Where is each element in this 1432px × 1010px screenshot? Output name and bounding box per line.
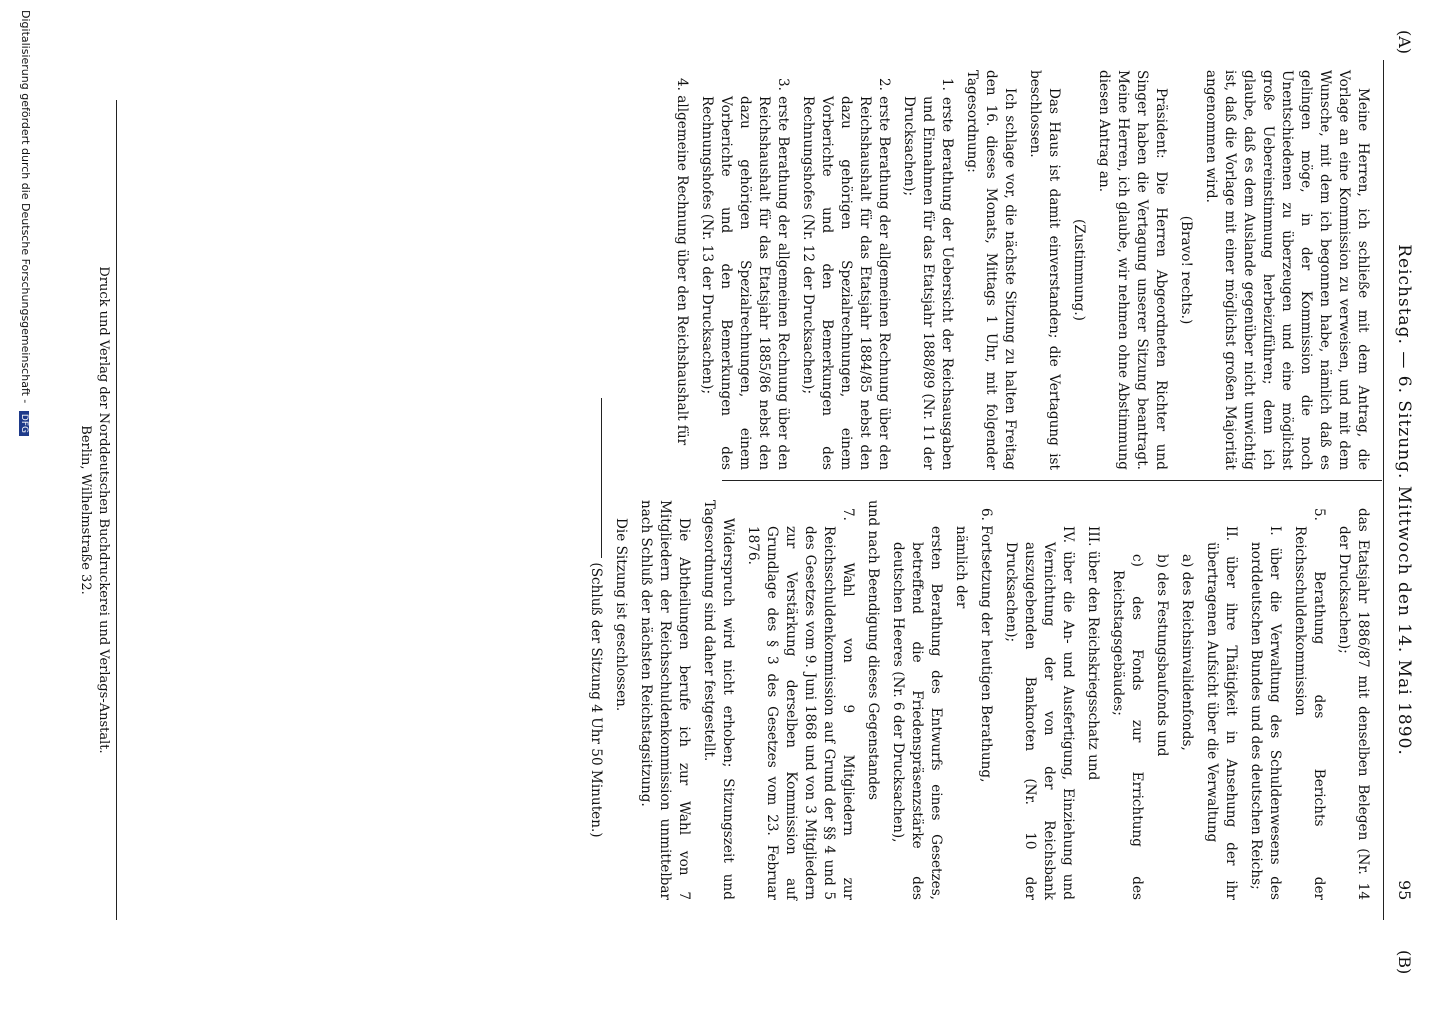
footer-rule (116, 100, 117, 920)
header-rule (1383, 60, 1384, 920)
agenda-item: 1. erste Berathung der Uebersicht der Reichsausgaben und Einnahmen für das Etatsjahr 1888/89 (Nr. 11 der Drucksachen); (901, 78, 955, 470)
agenda-item-continued: das Etatsjahr 1886/87 mit denselben Belegen (Nr. 14 der Drucksachen); (1336, 508, 1371, 900)
agenda-subitem: nämlich der (953, 526, 969, 609)
paragraph: Die Abtheilungen berufe ich zur Wahl von 7 Mitgliedern der Reichsschuldenkommission unmittelbar nach Schluß der nächsten Reichstagsitzung. (638, 500, 692, 900)
right-column (580, 500, 1372, 900)
agenda-subitem: ersten Berathung des Entwurfs eines Gesetzes, betreffend die Friedenspräsenzstärke des deutschen Heeres (Nr. 6 der Drucksachen), (890, 526, 944, 900)
agenda-subsubitem: b) des Festungsbaufonds und (1154, 554, 1170, 757)
digitization-credit (19, 0, 32, 1010)
margin-marker-b: (B) (1395, 950, 1414, 975)
paragraph: Ich schlage vor, die nächste Sitzung zu halten Freitag den 16. dieses Monats, Mittags 1 Uhr, mit folgender Tagesordnung: (964, 70, 1018, 470)
applause-note: (Bravo! rechts.) (1178, 215, 1194, 325)
agenda-item: 4. allgemeine Rechnung über den Reichshaushalt für (674, 78, 690, 446)
agenda-subitem: I. über die Verwaltung des Schuldenwesens des norddeutschen Bundes und des deutschen Reichs; (1248, 526, 1283, 900)
agenda-connector: und nach Beendigung dieses Gegenstandes (865, 500, 881, 801)
dfg-logo-badge: DFG (19, 411, 29, 436)
paragraph: Meine Herren, ich schließe mit dem Antrag, die Vorlage an eine Kommission zu verweisen, und mit dem Wunsche, mit dem ich begonnen habe, nämlich daß es gelingen möge, in der Kommission die noch Unentschiedenen zu überzeugen und eine möglichst große Uebereinstimmung herbeizuführen; denn ich glaube, daß es dem Auslande gegenüber nicht unwichtig ist, daß die Vorlage mit einer möglichst großen Majorität angenommen wird. (1203, 70, 1371, 470)
agenda-item: 3. erste Berathung der allgemeinen Rechnung über den Reichshaushalt für das Etatsjahr 1885/86 nebst den dazu gehörigen Spezialrechnungen, einem Vorberichte und den Bemerkungen des Rechnungshofes (Nr. 13 der Drucksachen); (699, 78, 791, 470)
digitization-text: Digitalisierung gefördert durch die Deutsche Forschungsgemeinschaft - (19, 10, 32, 404)
approval-note: (Zustimmung.) (1071, 219, 1087, 321)
section-divider (601, 398, 602, 558)
paragraph: Das Haus ist damit einverstanden; die Vertagung ist beschlossen. (1027, 70, 1062, 470)
left-column (666, 70, 1372, 470)
printer-imprint (76, 100, 112, 920)
agenda-subsubitem: c) des Fonds zur Errichtung des Reichstagsgebäudes; (1110, 554, 1145, 900)
margin-marker-a: (A) (1395, 30, 1414, 55)
imprint-line: Berlin, Wilhelmstraße 32. (78, 425, 93, 595)
agenda-subitem: II. über ihre Thätigkeit in Ansehung der ihr übertragenen Aufsicht über die Verwaltung (1204, 526, 1239, 900)
imprint-line: Druck und Verlag der Norddeutschen Buchdruckerei und Verlags-Anstalt. (96, 266, 111, 754)
agenda-item: 6. Fortsetzung der heutigen Berathung, (978, 508, 994, 783)
paragraph: Die Sitzung ist geschlossen. (613, 518, 629, 712)
paragraph: Widerspruch wird nicht erhoben; Sitzungszeit und Tagesordnung sind daher festgestellt. (701, 500, 736, 900)
agenda-item: 5. Berathung des Berichts der Reichsschuldenkommission (1292, 508, 1327, 900)
paragraph: Präsident: Die Herren Abgeordneten Richter und Singer haben die Vertagung unserer Sitzung beantragt. Meine Herren, ich glaube, wir nehmen ohne Abstimmung diesen Antrag an. (1096, 70, 1169, 470)
agenda-item: 7. Wahl von 9 Mitgliedern zur Reichsschuldenkommission auf Grund der §§ 4 und 5 des Gesetzes vom 9. Juni 1868 und von 3 Mitgliedern zur Verstärkung derselben Kommission auf Grundlage des § 3 des Gesetzes vom 23. Februar 1876. (745, 508, 856, 900)
closing-note: (Schluß der Sitzung 4 Uhr 50 Minuten.) (588, 562, 604, 838)
agenda-subitem: IV. über die An- und Ausfertigung, Einziehung und Vernichtung der von der Reichsbank auszugebenden Banknoten (Nr. 10 der Drucksachen); (1003, 526, 1076, 900)
page-header-title: Reichstag. — 6. Sitzung. Mittwoch den 14. Mai 1890. (1394, 244, 1414, 756)
agenda-item: 2. erste Berathung der allgemeinen Rechnung über den Reichshaushalt für das Etatsjahr 1884/85 nebst den dazu gehörigen Spezialrechnungen, einem Vorberichte und den Bemerkungen des Rechnungshofes (Nr. 12 der Drucksachen); (800, 78, 892, 470)
agenda-subitem: III. über den Reichskriegsschatz und (1085, 526, 1101, 781)
column-divider (722, 480, 1382, 481)
agenda-subsubitem: a) des Reichsinvalidenfonds, (1179, 554, 1195, 751)
page-number: 95 (1395, 880, 1414, 901)
